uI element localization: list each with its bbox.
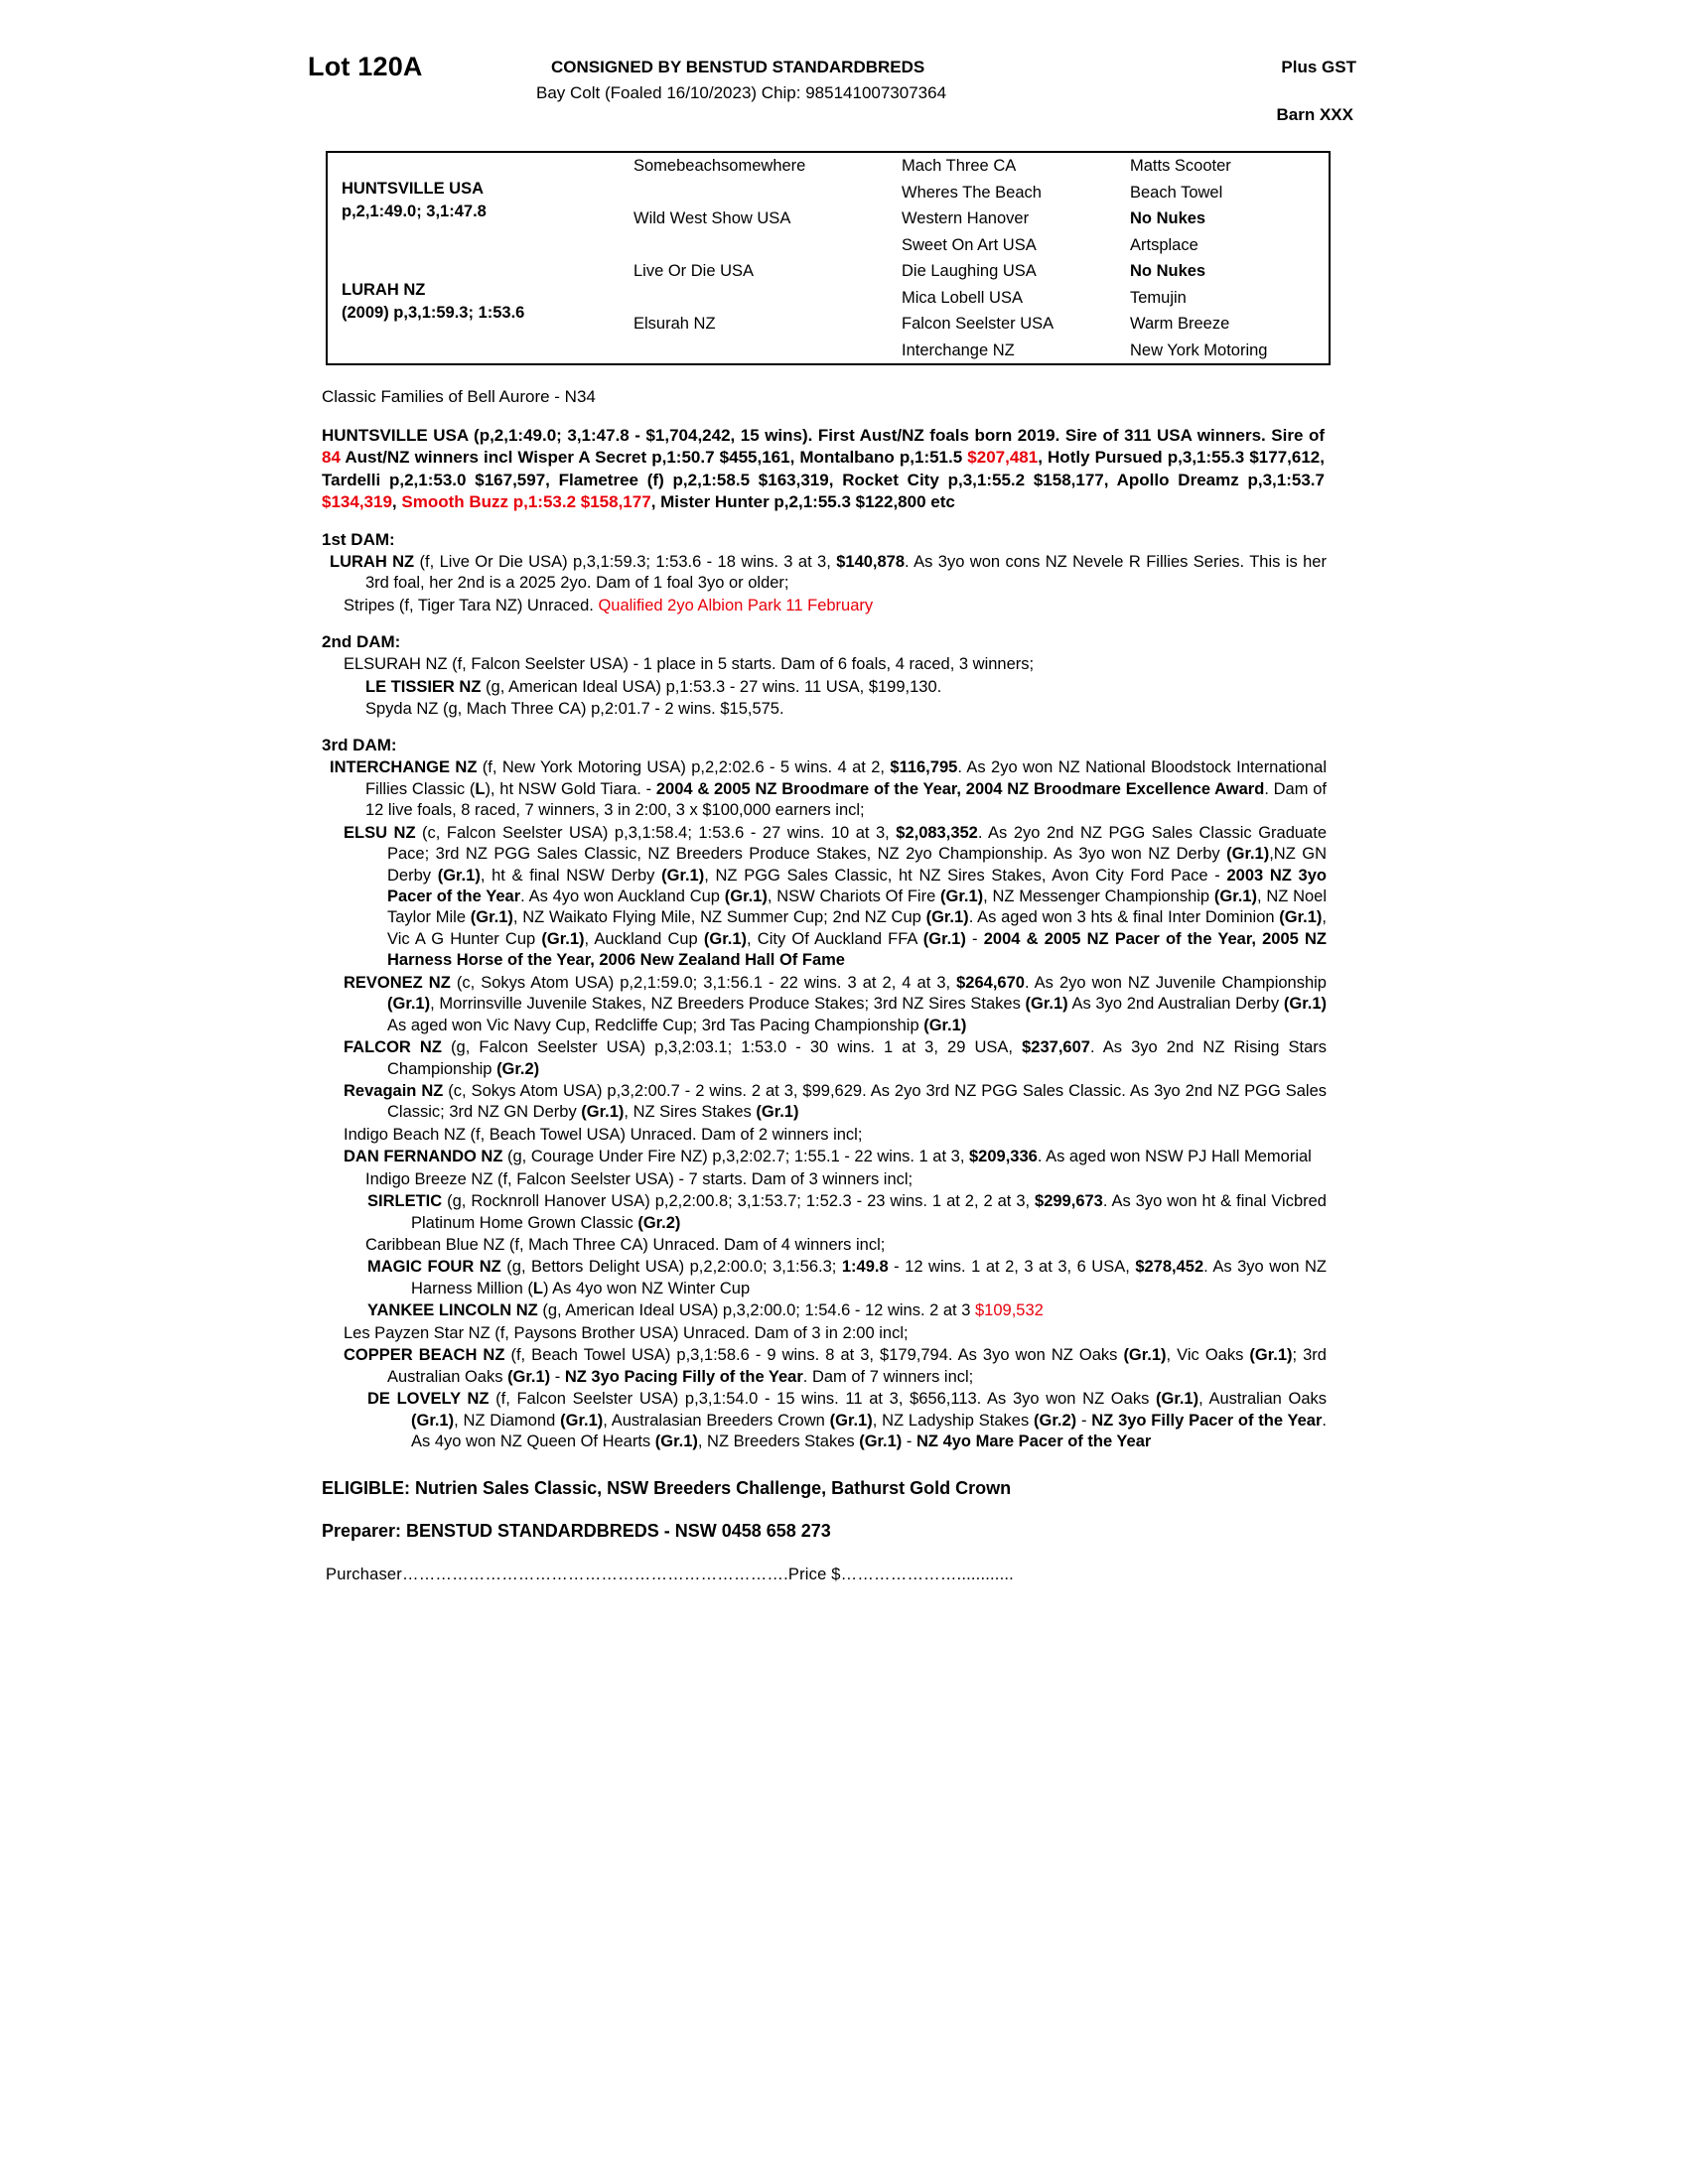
purchaser-line: Purchaser…………………………………………………………….Price $…………………............ bbox=[326, 1566, 1014, 1584]
pedigree-g2-3: Western Hanover bbox=[902, 209, 1030, 227]
pedigree-g3-3: No Nukes bbox=[1130, 209, 1206, 227]
pedigree-entry: Indigo Breeze NZ (f, Falcon Seelster USA) - 7 starts. Dam of 3 winners incl; bbox=[365, 1169, 914, 1188]
pedigree-g3-8: New York Motoring bbox=[1130, 341, 1268, 359]
section-1st-dam bbox=[308, 530, 1380, 616]
eligible-line: ELIGIBLE: Nutrien Sales Classic, NSW Breeders Challenge, Bathurst Gold Crown bbox=[322, 1478, 1012, 1499]
pedigree-g3-4: Artsplace bbox=[1130, 235, 1198, 254]
pedigree-entry: DE LOVELY NZ (f, Falcon Seelster USA) p,3,1:54.0 - 15 wins. 11 at 3, $656,113. As 3yo won NZ Oaks (Gr.1), Australian Oaks (Gr.1), NZ Diamond (Gr.1), Australasian Breeders Crown (Gr.1), NZ Ladyship Stakes (Gr.2) - NZ 3yo Filly Pacer of the Year. As 4yo won NZ Queen Of Hearts (Gr.1), NZ Breeders Stakes (Gr.1) - NZ 4yo Mare Pacer of the Year bbox=[367, 1390, 1328, 1450]
pedigree-g3-6: Temujin bbox=[1130, 288, 1187, 307]
pedigree-g2-4: Sweet On Art USA bbox=[902, 235, 1037, 254]
pedigree-entry: INTERCHANGE NZ (f, New York Motoring USA) p,2,2:02.6 - 5 wins. 4 at 2, $116,795. As 2yo won NZ National Bloodstock International Fillies Classic (L), ht NSW Gold Tiara. - 2004 & 2005 NZ Broodmare of the Year, 2004 NZ Broodmare Excellence Award. Dam of 12 live foals, 8 raced, 7 winners, 3 in 2:00, 3 x $100,000 earners incl; bbox=[330, 758, 1327, 820]
pedigree-entry: FALCOR NZ (g, Falcon Seelster USA) p,3,2:03.1; 1:53.0 - 30 wins. 1 at 3, 29 USA, $237,607. As 3yo 2nd NZ Rising Stars Championship (Gr.2) bbox=[344, 1038, 1327, 1078]
pedigree-g3-7: Warm Breeze bbox=[1130, 315, 1230, 333]
section-body bbox=[322, 654, 1327, 720]
barn-label: Barn XXX bbox=[1276, 105, 1353, 124]
pedigree-entry: YANKEE LINCOLN NZ (g, American Ideal USA) p,3,2:00.0; 1:54.6 - 12 wins. 2 at 3 $109,532 bbox=[367, 1301, 1044, 1320]
pedigree-entry: ELSU NZ (c, Falcon Seelster USA) p,3,1:58.4; 1:53.6 - 27 wins. 10 at 3, $2,083,352. As 2yo 2nd NZ PGG Sales Classic Graduate Pace; 3rd NZ PGG Sales Classic, NZ Breeders Produce Stakes, NZ 2yo Championship. As 3yo won NZ Derby (Gr.1),NZ GN Derby (Gr.1), ht & final NSW Derby (Gr.1), NZ PGG Sales Classic, ht NZ Sires Stakes, Avon City Ford Pace - 2003 NZ 3yo Pacer of the Year. As 4yo won Auckland Cup (Gr.1), NSW Chariots Of Fire (Gr.1), NZ Messenger Championship (Gr.1), NZ Noel Taylor Mile (Gr.1), NZ Waikato Flying Mile, NZ Summer Cup; 2nd NZ Cup (Gr.1). As aged won 3 hts & final Inter Dominion (Gr.1), Vic A G Hunter Cup (Gr.1), Auckland Cup (Gr.1), City Of Auckland FFA (Gr.1) - 2004 & 2005 NZ Pacer of the Year, 2005 NZ Harness Horse of the Year, 2006 New Zealand Hall Of Fame bbox=[344, 823, 1328, 970]
pedigree-entry: REVONEZ NZ (c, Sokys Atom USA) p,2,1:59.0; 3,1:56.1 - 22 wins. 3 at 2, 4 at 3, $264,670. As 2yo won NZ Juvenile Championship (Gr.1), Morrinsville Juvenile Stakes, NZ Breeders Produce Stakes; 3rd NZ Sires Stakes (Gr.1) As 3yo 2nd Australian Derby (Gr.1) As aged won Vic Navy Cup, Redcliffe Cup; 3rd Tas Pacing Championship (Gr.1) bbox=[344, 973, 1327, 1034]
pedigree-entry: SIRLETIC (g, Rocknroll Hanover USA) p,2,2:00.8; 3,1:53.7; 1:52.3 - 23 wins. 1 at 2, 2 at 3, $299,673. As 3yo won ht & final Vicbred Platinum Home Grown Classic (Gr.2) bbox=[367, 1192, 1327, 1232]
section-3rd-dam bbox=[308, 736, 1380, 1452]
sire-name: HUNTSVILLE USA bbox=[342, 180, 485, 198]
pedigree-g3-1: Matts Scooter bbox=[1130, 157, 1231, 175]
page-header bbox=[308, 48, 1380, 139]
pedigree-entry: Revagain NZ (c, Sokys Atom USA) p,3,2:00.7 - 2 wins. 2 at 3, $99,629. As 2yo 3rd NZ PGG Sales Classic. As 3yo 2nd NZ PGG Sales Classic; 3rd NZ GN Derby (Gr.1), NZ Sires Stakes (Gr.1) bbox=[344, 1081, 1328, 1122]
dam-name: LURAH NZ bbox=[342, 281, 426, 299]
pedigree-entry: ELSURAH NZ (f, Falcon Seelster USA) - 1 place in 5 starts. Dam of 6 foals, 4 raced, 3 winners; bbox=[344, 655, 1035, 674]
pedigree-entry: Spyda NZ (g, Mach Three CA) p,2:01.7 - 2 wins. $15,575. bbox=[365, 699, 784, 718]
section-body bbox=[322, 552, 1327, 616]
pedigree-entry: LE TISSIER NZ (g, American Ideal USA) p,1:53.3 - 27 wins. 11 USA, $199,130. bbox=[365, 677, 942, 696]
pedigree-entry: Indigo Beach NZ (f, Beach Towel USA) Unraced. Dam of 2 winners incl; bbox=[344, 1125, 863, 1144]
sire-paragraph: HUNTSVILLE USA (p,2,1:49.0; 3,1:47.8 - $1,704,242, 15 wins). First Aust/NZ foals born 2019. Sire of 311 USA winners. Sire of 84 Aust/NZ winners incl Wisper A Secret p,1:50.7 $455,161, Montalbano p,1:51.5 $207,481, Hotly Pursued p,3,1:55.3 $177,612, Tardelli p,2,1:53.0 $167,597, Flametree (f) p,2,1:58.5 $163,319, Rocket City p,3,1:55.2 $158,177, Apollo Dreamz p,3,1:53.7 $134,319, Smooth Buzz p,1:53.2 $158,177, Mister Hunter p,2,1:55.3 $122,800 etc bbox=[322, 426, 1325, 512]
pedigree-entry: LURAH NZ (f, Live Or Die USA) p,3,1:59.3; 1:53.6 - 18 wins. 3 at 3, $140,878. As 3yo won cons NZ Nevele R Fillies Series. This is her 3rd foal, her 2nd is a 2025 2yo. Dam of 1 foal 3yo or older; bbox=[330, 552, 1327, 593]
lot-number: Lot 120A bbox=[308, 52, 423, 81]
pedigree-g2-1: Mach Three CA bbox=[902, 157, 1017, 175]
pedigree-entry: COPPER BEACH NZ (f, Beach Towel USA) p,3,1:58.6 - 9 wins. 8 at 3, $179,794. As 3yo won NZ Oaks (Gr.1), Vic Oaks (Gr.1); 3rd Australian Oaks (Gr.1) - NZ 3yo Pacing Filly of the Year. Dam of 7 winners incl; bbox=[344, 1346, 1327, 1386]
pedigree-sire-block bbox=[328, 153, 626, 258]
pedigree-g1-2: Wild West Show USA bbox=[633, 209, 791, 227]
plus-gst-label: Plus GST bbox=[1281, 58, 1356, 76]
dam-sections bbox=[308, 530, 1380, 1453]
section-heading: 2nd DAM: bbox=[322, 632, 401, 652]
pedigree-entry: DAN FERNANDO NZ (g, Courage Under Fire NZ) p,3,2:02.7; 1:55.1 - 22 wins. 1 at 3, $209,336. As aged won NSW PJ Hall Memorial bbox=[344, 1148, 1312, 1166]
pedigree-g3-2: Beach Towel bbox=[1130, 183, 1223, 202]
pedigree-dam-block bbox=[328, 258, 626, 363]
preparer-line: Preparer: BENSTUD STANDARDBREDS - NSW 0458 658 273 bbox=[322, 1521, 831, 1542]
pedigree-g1-4: Elsurah NZ bbox=[633, 315, 716, 333]
pedigree-g1-3: Live Or Die USA bbox=[633, 262, 755, 280]
pedigree-entry: MAGIC FOUR NZ (g, Bettors Delight USA) p,2,2:00.0; 3,1:56.3; 1:49.8 - 12 wins. 1 at 2, 3 at 3, 6 USA, $278,452. As 3yo won NZ Harness Million (L) As 4yo won NZ Winter Cup bbox=[367, 1258, 1327, 1297]
section-heading: 3rd DAM: bbox=[322, 736, 397, 755]
classic-families-line: Classic Families of Bell Aurore - N34 bbox=[322, 387, 596, 406]
sire-times: p,2,1:49.0; 3,1:47.8 bbox=[342, 202, 487, 220]
consignor-name: CONSIGNED BY BENSTUD STANDARDBREDS bbox=[551, 58, 925, 76]
pedigree-g2-8: Interchange NZ bbox=[902, 341, 1015, 359]
pedigree-g3-5: No Nukes bbox=[1130, 262, 1206, 280]
section-body bbox=[322, 757, 1327, 1452]
section-2nd-dam bbox=[308, 632, 1380, 720]
pedigree-entry: Les Payzen Star NZ (f, Paysons Brother USA) Unraced. Dam of 3 in 2:00 incl; bbox=[344, 1323, 909, 1342]
foal-details: Bay Colt (Foaled 16/10/2023) Chip: 985141007307364 bbox=[536, 83, 947, 102]
dam-times: (2009) p,3,1:59.3; 1:53.6 bbox=[342, 303, 525, 322]
pedigree-g1-1: Somebeachsomewhere bbox=[633, 157, 806, 175]
pedigree-entry: Stripes (f, Tiger Tara NZ) Unraced. Qualified 2yo Albion Park 11 February bbox=[344, 596, 874, 614]
catalogue-sheet bbox=[308, 48, 1380, 1584]
pedigree-g2-7: Falcon Seelster USA bbox=[902, 315, 1055, 333]
pedigree-g2-6: Mica Lobell USA bbox=[902, 288, 1023, 307]
pedigree-table bbox=[326, 151, 1331, 365]
pedigree-g2-2: Wheres The Beach bbox=[902, 183, 1042, 202]
section-heading: 1st DAM: bbox=[322, 529, 395, 549]
pedigree-g2-5: Die Laughing USA bbox=[902, 262, 1037, 280]
pedigree-entry: Caribbean Blue NZ (f, Mach Three CA) Unraced. Dam of 4 winners incl; bbox=[365, 1236, 886, 1254]
